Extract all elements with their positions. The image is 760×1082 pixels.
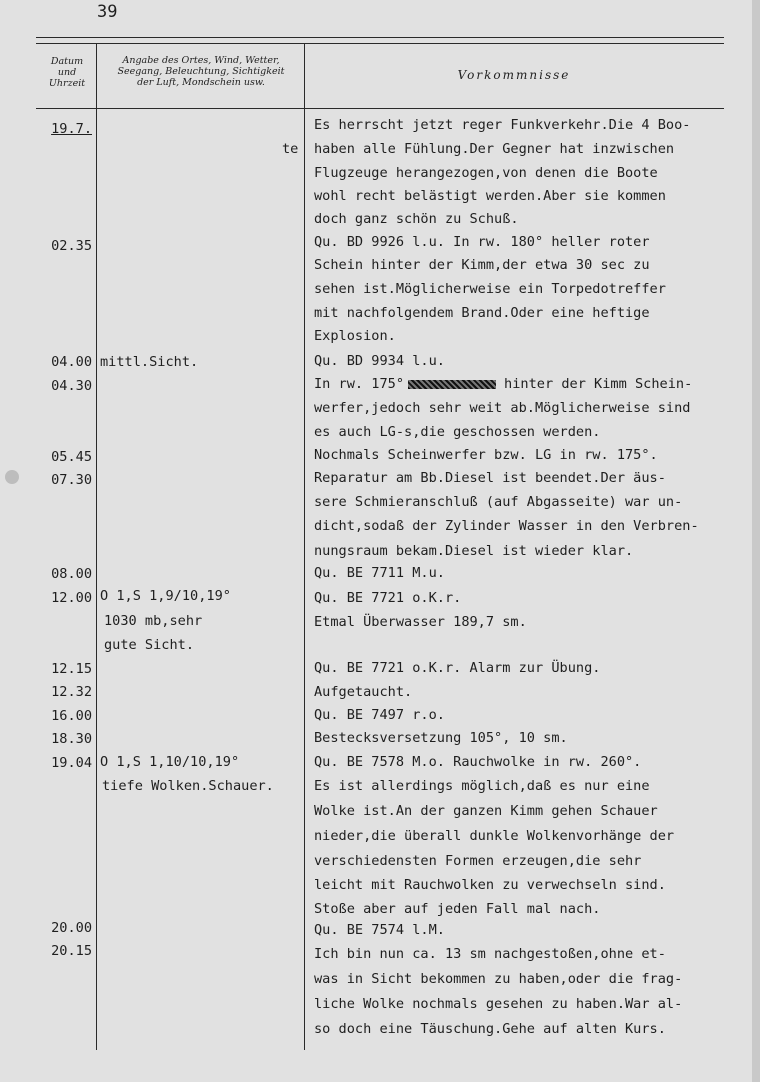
entry-time: 07.30 [51, 472, 92, 488]
entry-remark: doch ganz schön zu Schuß. [314, 211, 519, 227]
top-rule [36, 37, 724, 38]
entry-remark: werfer,jedoch sehr weit ab.Möglicherweise sind [314, 400, 691, 416]
entry-remark-end: hinter der Kimm Schein- [504, 376, 693, 392]
entry-time: 19.04 [51, 755, 92, 771]
entry-remark: es auch LG-s,die geschossen werden. [314, 424, 601, 440]
header-place-line-1: Angabe des Ortes, Wind, Wetter, [122, 55, 280, 66]
entry-remark: nieder,die überall dunkle Wolkenvorhänge der [314, 828, 675, 844]
entry-remark: Schein hinter der Kimm,der etwa 30 sec zu [314, 257, 650, 273]
entry-time: 12.00 [51, 590, 92, 606]
entry-remark: Reparatur am Bb.Diesel ist beendet.Der äus- [314, 470, 666, 486]
column-divider-2 [304, 44, 305, 1050]
entry-time: 04.00 [51, 354, 92, 370]
entry-time: 19.7. [51, 121, 92, 137]
entry-remark: Bestecksversetzung 105°, 10 sm. [314, 730, 568, 746]
entry-remark: sehen ist.Möglicherweise ein Torpedotreffer [314, 281, 666, 297]
entry-time: 12.32 [51, 684, 92, 700]
header-date-time [40, 56, 94, 89]
header-events: Vorkommnisse [457, 68, 571, 82]
entry-remark [314, 378, 692, 392]
entry-time: 08.00 [51, 566, 92, 582]
entry-remark: Explosion. [314, 328, 396, 344]
entry-remark: Qu. BD 9934 l.u. [314, 353, 445, 369]
header-place-line-3: der Luft, Mondschein usw. [137, 77, 265, 88]
entry-remark: so doch eine Täuschung.Gehe auf alten Kurs. [314, 1021, 666, 1037]
entry-remark: Nochmals Scheinwerfer bzw. LG in rw. 175°. [314, 447, 658, 463]
entry-remark: haben alle Fühlung.Der Gegner hat inzwischen [314, 141, 675, 157]
entry-time: 16.00 [51, 708, 92, 724]
entry-remark: Etmal Überwasser 189,7 sm. [314, 614, 527, 630]
entry-remark: wohl recht belästigt werden.Aber sie kommen [314, 188, 666, 204]
entry-details: gute Sicht. [104, 637, 195, 653]
entry-details: te [282, 141, 299, 157]
entry-remark: Flugzeuge herangezogen,von denen die Boote [314, 165, 658, 181]
entry-remark: dicht,sodaß der Zylinder Wasser in den Verbren- [314, 518, 699, 534]
header-date-line-2: und [57, 67, 77, 78]
entry-details: O 1,S 1,10/10,19° [100, 754, 240, 770]
entry-remark: Qu. BE 7578 M.o. Rauchwolke in rw. 260°. [314, 754, 642, 770]
entry-remark: leicht mit Rauchwolken zu verwechseln sind. [314, 877, 666, 893]
header-bottom-rule [36, 108, 724, 109]
header-place-line-2: Seegang, Beleuchtung, Sichtigkeit [117, 66, 285, 77]
header-top-rule [36, 43, 724, 44]
entry-remark: mit nachfolgendem Brand.Oder eine heftige [314, 305, 650, 321]
struck-out-word [408, 380, 496, 389]
entry-remark: Qu. BE 7574 l.M. [314, 922, 445, 938]
entry-remark: Stoße aber auf jeden Fall mal nach. [314, 901, 601, 917]
entry-remark: Wolke ist.An der ganzen Kimm gehen Schauer [314, 803, 658, 819]
entry-details: tiefe Wolken.Schauer. [102, 778, 274, 794]
page-number: 39 [97, 2, 118, 22]
entry-time: 04.30 [51, 378, 92, 394]
header-date-line-3: Uhrzeit [48, 78, 86, 89]
entry-time: 20.00 [51, 920, 92, 936]
entry-remark: Es ist allerdings möglich,daß es nur eine [314, 778, 650, 794]
entry-remark: sere Schmieranschluß (auf Abgasseite) war un- [314, 494, 683, 510]
page-edge [752, 0, 760, 1082]
entry-time: 02.35 [51, 238, 92, 254]
entry-details: O 1,S 1,9/10,19° [100, 588, 231, 604]
entry-remark: Aufgetaucht. [314, 684, 413, 700]
entry-remark: nungsraum bekam.Diesel ist wieder klar. [314, 543, 634, 559]
column-divider-1 [96, 44, 97, 1050]
entry-remark: verschiedensten Formen erzeugen,die sehr [314, 853, 642, 869]
entry-time: 20.15 [51, 943, 92, 959]
entry-details: mittl.Sicht. [100, 354, 199, 370]
entry-remark: liche Wolke nochmals gesehen zu haben.War al- [314, 996, 683, 1012]
entry-remark: was in Sicht bekommen zu haben,oder die frag- [314, 971, 683, 987]
entry-remark: Qu. BD 9926 l.u. In rw. 180° heller roter [314, 234, 650, 250]
entry-time: 18.30 [51, 731, 92, 747]
entry-remark: Qu. BE 7721 o.K.r. [314, 590, 462, 606]
header-date-line-1: Datum [50, 56, 84, 67]
entry-remark: Qu. BE 7721 o.K.r. Alarm zur Übung. [314, 660, 601, 676]
entry-time: 05.45 [51, 449, 92, 465]
entry-remark-start: In rw. 175° [314, 376, 405, 392]
header-place-weather [100, 55, 302, 88]
entry-remark: Qu. BE 7711 M.u. [314, 565, 445, 581]
entry-details: 1030 mb,sehr [104, 613, 203, 629]
entry-remark: Es herrscht jetzt reger Funkverkehr.Die 4 Boo- [314, 117, 691, 133]
entry-remark: Qu. BE 7497 r.o. [314, 707, 445, 723]
entry-remark: Ich bin nun ca. 13 sm nachgestoßen,ohne et- [314, 946, 666, 962]
binder-hole [5, 470, 19, 484]
entry-time: 12.15 [51, 661, 92, 677]
